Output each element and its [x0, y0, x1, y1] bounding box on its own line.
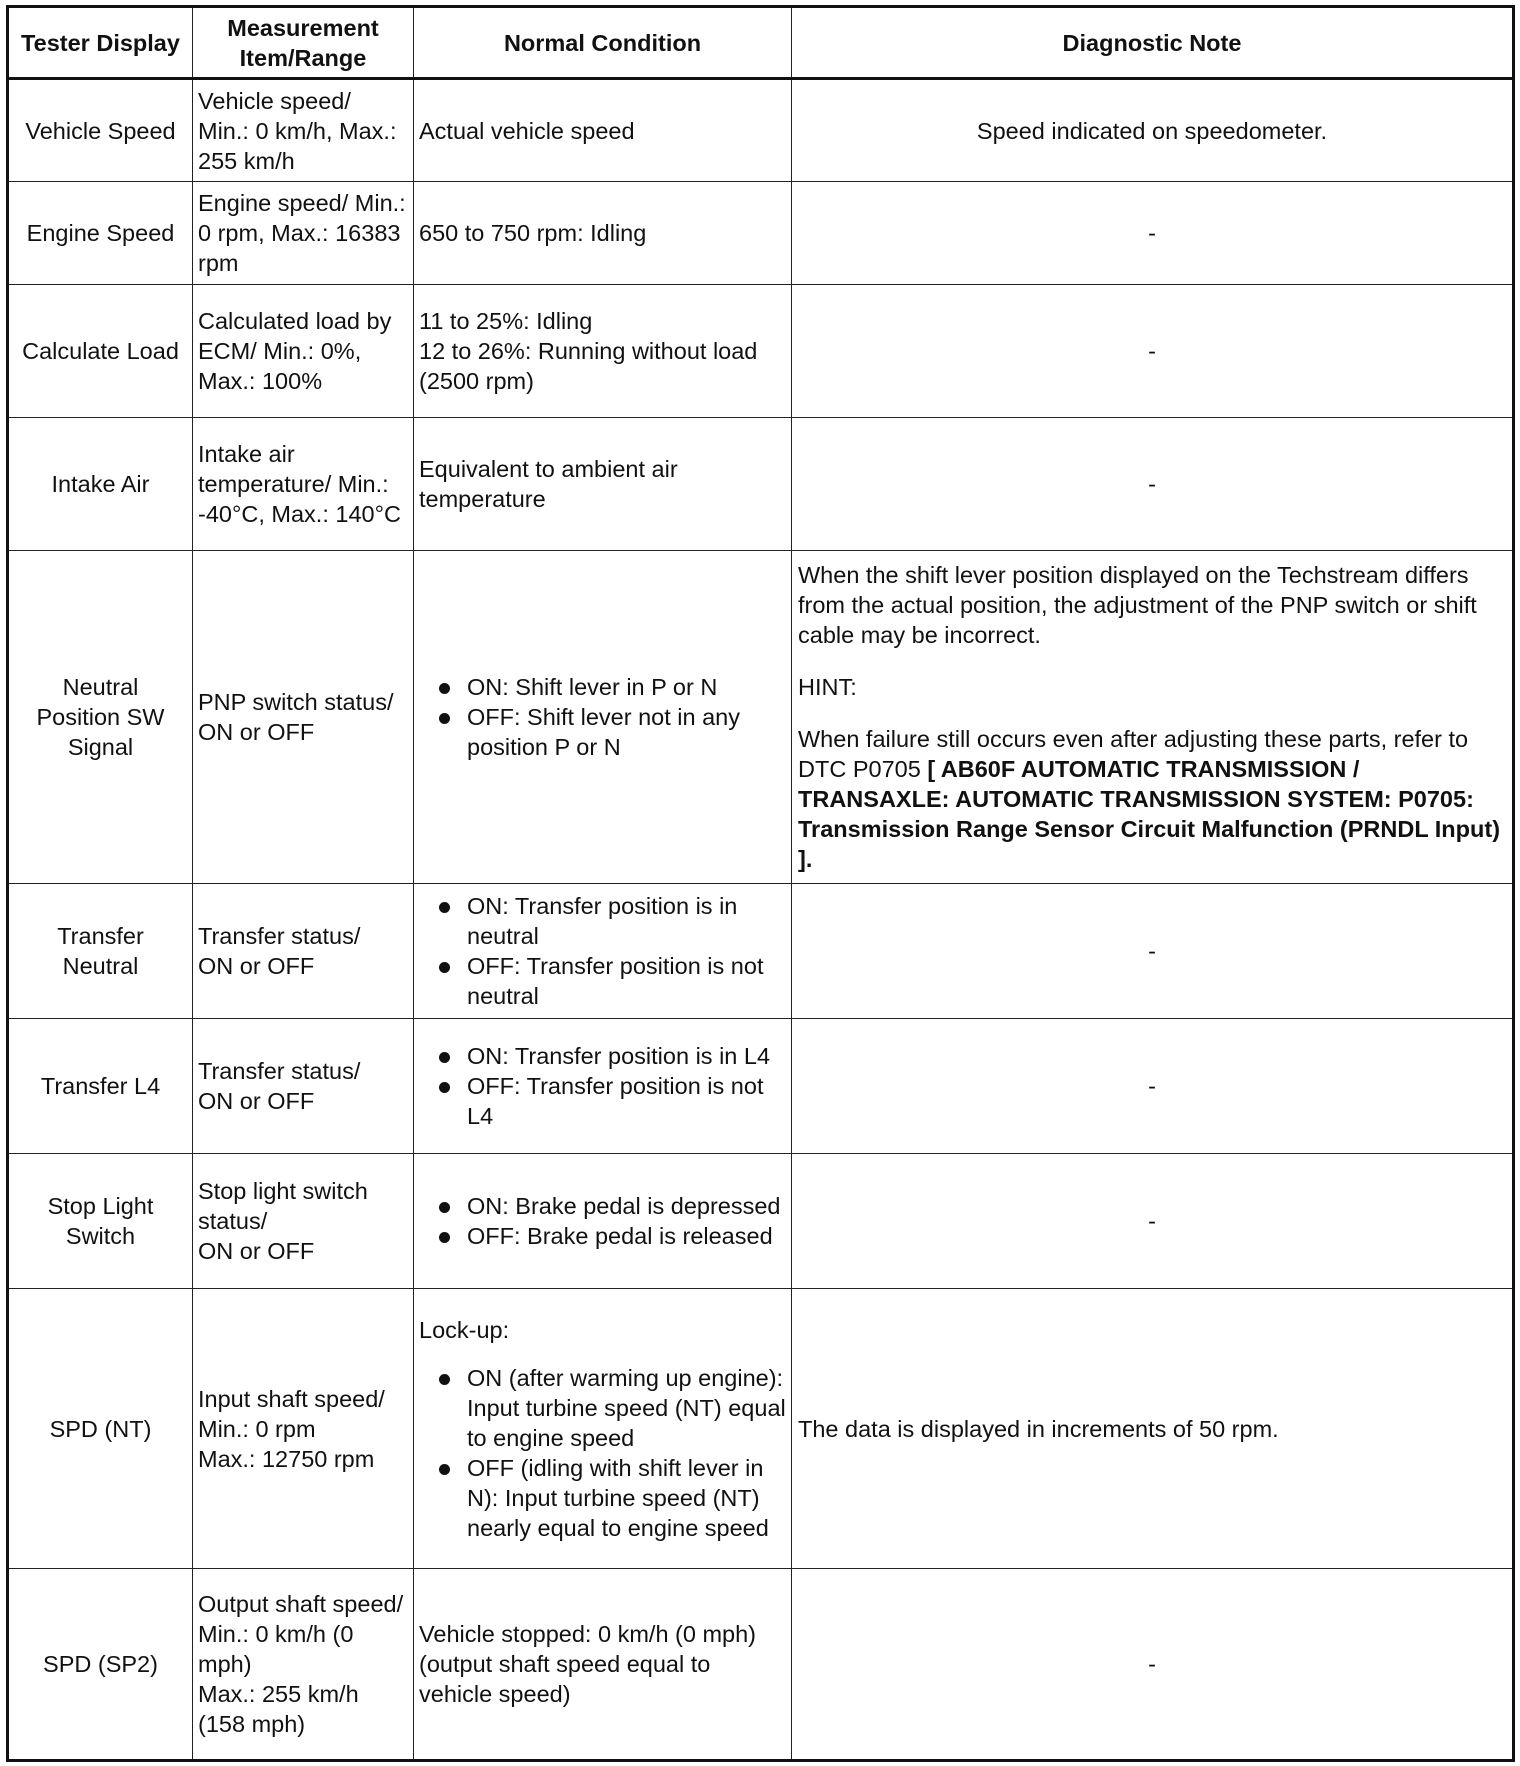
- measurement-cell: Engine speed/ Min.: 0 rpm, Max.: 16383 rpm: [193, 182, 414, 285]
- condition-bullet: ON: Shift lever in P or N: [467, 672, 786, 702]
- document-page: [6, 5, 1515, 1762]
- measurement-cell: [193, 1569, 414, 1761]
- condition-bullet-list: [419, 672, 786, 762]
- tester-display-cell: Calculate Load: [8, 285, 193, 418]
- diagnostic-note-cell: -: [792, 285, 1514, 418]
- table-row: [8, 285, 1514, 418]
- normal-condition-cell: [414, 551, 792, 884]
- tester-display-cell: Intake Air: [8, 418, 193, 551]
- condition-bullet-list: [419, 1191, 786, 1251]
- measurement-cell: Intake air temperature/ Min.: -40°C, Max.: 140°C: [193, 418, 414, 551]
- normal-condition-line: 12 to 26%: Running without load (2500 rpm): [419, 338, 758, 394]
- condition-bullet: OFF: Brake pedal is released: [467, 1221, 786, 1251]
- condition-bullet-list: [419, 1363, 786, 1543]
- note-text: When failure still occurs even after adjusting these parts, refer to DTC P0705: [798, 726, 1469, 782]
- measurement-line: ON or OFF: [198, 719, 315, 745]
- hint-label: HINT:: [798, 674, 857, 700]
- normal-condition-cell: [414, 1019, 792, 1154]
- measurement-line: PNP switch status/: [198, 689, 394, 715]
- normal-condition-cell: [414, 285, 792, 418]
- dtc-reference-link[interactable]: [ AB60F AUTOMATIC TRANSMISSION / TRANSAXLE: AUTOMATIC TRANSMISSION SYSTEM: P0705: Transmission Range Sensor Circuit Malfunction (PRNDL Input) ].: [798, 756, 1501, 872]
- diagnostic-note-cell: Speed indicated on speedometer.: [792, 79, 1514, 182]
- condition-bullet: ON (after warming up engine): Input turbine speed (NT) equal to engine speed: [467, 1364, 786, 1451]
- tester-display-cell: Engine Speed: [8, 182, 193, 285]
- tester-display-cell: SPD (SP2): [8, 1569, 193, 1761]
- condition-bullet: OFF: Shift lever not in any position P or N: [467, 702, 786, 762]
- normal-condition-cell: Equivalent to ambient air temperature: [414, 418, 792, 551]
- measurement-line: ON or OFF: [198, 953, 315, 979]
- table-header-row: [8, 7, 1514, 79]
- condition-bullet: ON: Brake pedal is depressed: [467, 1191, 786, 1221]
- normal-condition-cell: [414, 1289, 792, 1569]
- normal-condition-line: 11 to 25%: Idling: [419, 308, 593, 334]
- table-row: [8, 1289, 1514, 1569]
- normal-condition-cell: [414, 1154, 792, 1289]
- note-paragraph: [798, 724, 1506, 874]
- diagnostic-note-cell: -: [792, 884, 1514, 1019]
- data-list-table: [6, 5, 1515, 1762]
- diagnostic-note-cell: -: [792, 1154, 1514, 1289]
- header-diagnostic-note: Diagnostic Note: [792, 7, 1514, 79]
- normal-condition-cell: Actual vehicle speed: [414, 79, 792, 182]
- header-normal-condition: Normal Condition: [414, 7, 792, 79]
- diagnostic-note-cell: -: [792, 418, 1514, 551]
- measurement-line: Max.: 12750 rpm: [198, 1445, 375, 1472]
- tester-display-cell: [8, 1154, 193, 1289]
- measurement-line: Transfer status/: [198, 923, 361, 949]
- measurement-line: Transfer status/: [198, 1058, 361, 1084]
- table-row: [8, 884, 1514, 1019]
- diagnostic-note-cell: -: [792, 1019, 1514, 1154]
- measurement-line: Max.: 255 km/h (158 mph): [198, 1681, 359, 1737]
- diagnostic-note-cell: [792, 551, 1514, 884]
- normal-condition-cell: 650 to 750 rpm: Idling: [414, 182, 792, 285]
- tester-display-cell: SPD (NT): [8, 1289, 193, 1569]
- normal-condition-cell: [414, 884, 792, 1019]
- condition-bullet-list: [419, 1041, 786, 1131]
- table-row: [8, 1154, 1514, 1289]
- measurement-cell: [193, 1289, 414, 1569]
- condition-bullet: OFF: Transfer position is not L4: [467, 1071, 786, 1131]
- tester-display-cell: Transfer L4: [8, 1019, 193, 1154]
- measurement-line: Min.: 0 km/h (0 mph): [198, 1621, 354, 1677]
- measurement-line: ON or OFF: [198, 1238, 315, 1264]
- measurement-cell: [193, 884, 414, 1019]
- measurement-line: ON or OFF: [198, 1088, 315, 1114]
- header-measurement: [193, 7, 414, 79]
- measurement-line: Min.: 0 rpm: [198, 1415, 316, 1442]
- table-row: [8, 182, 1514, 285]
- condition-bullet: OFF: Transfer position is not neutral: [467, 951, 786, 1011]
- normal-condition-cell: Vehicle stopped: 0 km/h (0 mph) (output shaft speed equal to vehicle speed): [414, 1569, 792, 1761]
- diagnostic-note-cell: The data is displayed in increments of 50 rpm.: [792, 1289, 1514, 1569]
- diagnostic-note-cell: -: [792, 182, 1514, 285]
- measurement-cell: Vehicle speed/ Min.: 0 km/h, Max.: 255 km/h: [193, 79, 414, 182]
- measurement-cell: Calculated load by ECM/ Min.: 0%, Max.: 100%: [193, 285, 414, 418]
- note-paragraph: When the shift lever position displayed on the Techstream differs from the actual position, the adjustment of the PNP switch or shift cable may be incorrect.: [798, 562, 1477, 648]
- diagnostic-note-cell: -: [792, 1569, 1514, 1761]
- tester-display-label: Stop Light Switch: [47, 1193, 154, 1249]
- condition-bullet: ON: Transfer position is in neutral: [467, 891, 786, 951]
- table-row: [8, 551, 1514, 884]
- measurement-line: Stop light switch status/: [198, 1178, 368, 1234]
- measurement-cell: [193, 1154, 414, 1289]
- measurement-line: Output shaft speed/: [198, 1591, 404, 1617]
- header-tester-display: Tester Display: [8, 7, 193, 79]
- table-row: [8, 1569, 1514, 1761]
- condition-bullet: OFF (idling with shift lever in N): Input turbine speed (NT) nearly equal to engine speed: [467, 1453, 786, 1543]
- tester-display-cell: Vehicle Speed: [8, 79, 193, 182]
- condition-intro: Lock-up:: [419, 1316, 510, 1343]
- measurement-cell: [193, 1019, 414, 1154]
- table-row: [8, 1019, 1514, 1154]
- tester-display-label: Transfer Neutral: [57, 923, 144, 979]
- tester-display-cell: [8, 551, 193, 884]
- table-row: [8, 418, 1514, 551]
- measurement-line: Input shaft speed/: [198, 1385, 385, 1412]
- condition-bullet: ON: Transfer position is in L4: [467, 1041, 786, 1071]
- tester-display-label: Neutral Position SW Signal: [36, 674, 165, 760]
- header-measurement-label: Measurement Item/Range: [227, 14, 379, 71]
- condition-bullet-list: [419, 891, 786, 1011]
- measurement-cell: [193, 551, 414, 884]
- table-row: [8, 79, 1514, 182]
- tester-display-cell: [8, 884, 193, 1019]
